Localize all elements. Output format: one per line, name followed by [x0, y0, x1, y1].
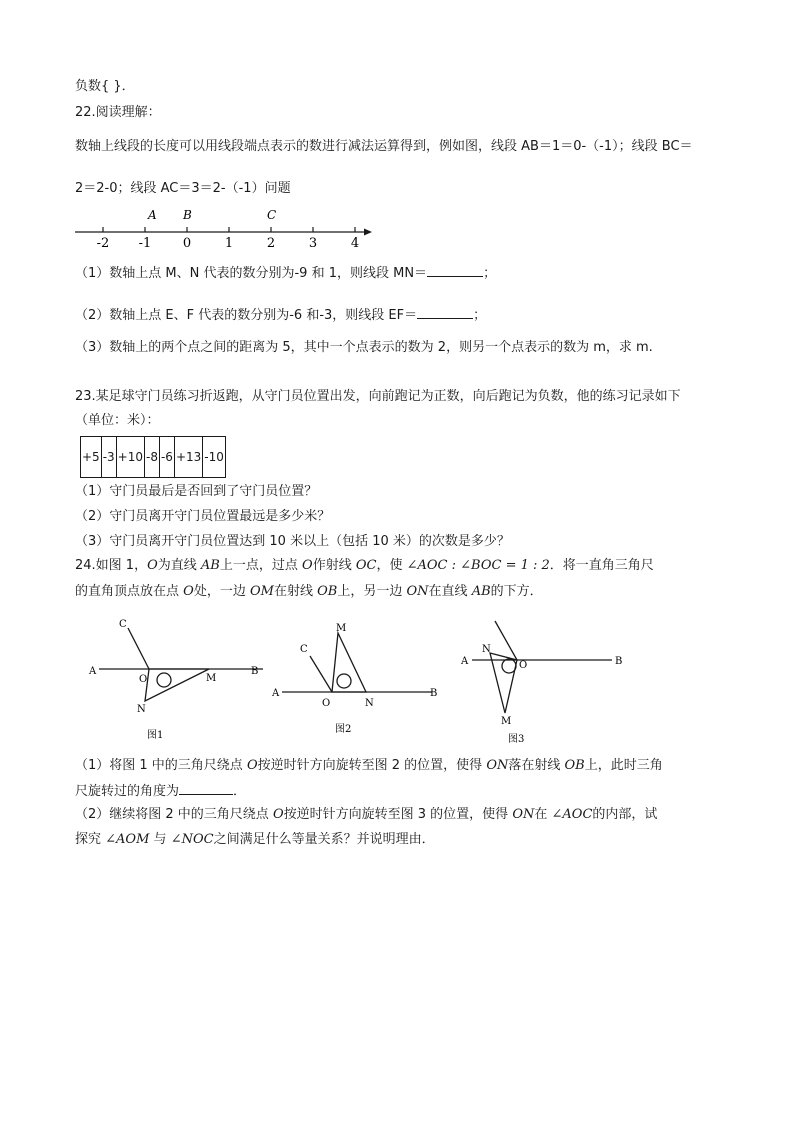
q24-part2-line1 [75, 805, 657, 825]
q22-part1 [75, 262, 496, 284]
q24-text: 的下方． [490, 584, 543, 599]
fig3-caption: 图3 [508, 734, 525, 745]
label-c: C [119, 619, 127, 630]
q23-intro-line1: 23.某足球守门员练习折返跑，从守门员位置出发，向前跑记为正数，向后跑记为负数，他的练习记录如下 [75, 389, 681, 404]
label-n: N [365, 698, 374, 709]
record-cell: -3 [101, 437, 116, 478]
q24-text: 的内部，试 [592, 807, 658, 822]
q24-text: 在射线 [273, 584, 313, 599]
q22-intro-line1: 数轴上线段的长度可以用线段端点表示的数进行减法运算得到，例如图，线段 AB＝1＝0-（-1）；线段 BC＝ [75, 139, 693, 154]
q24-math: ∠AOM [105, 832, 150, 847]
axis-tick-label: -1 [138, 236, 152, 251]
axis-tick-label: 1 [224, 236, 234, 251]
record-cell: +5 [81, 437, 102, 478]
axis-tick-label: 3 [308, 236, 318, 251]
q22-part2-end: ； [473, 308, 487, 323]
q24-math: OM [249, 584, 274, 599]
q24-text: 为直线 [157, 558, 197, 573]
number-line [70, 203, 380, 253]
label-o: O [322, 698, 331, 709]
axis-tick-label: 4 [350, 236, 360, 251]
label-a: A [272, 688, 280, 699]
q24-math: ON [406, 584, 429, 599]
q22-part1-text: （1）数轴上点 M、N 代表的数分别为-9 和 1，则线段 MN＝ [75, 266, 428, 281]
q24-angle-ratio: ∠AOC : ∠BOC = 1 : 2 [406, 558, 550, 573]
q24-math: O [246, 758, 258, 773]
fig2-caption: 图2 [335, 724, 352, 735]
q24-text: （2）继续将图 2 中的三角尺绕点 [75, 807, 269, 822]
label-n: N [137, 704, 146, 715]
q22-part1-end: ； [483, 266, 497, 281]
q24-text: 在直线 [428, 584, 468, 599]
q24-math: OC [355, 558, 377, 573]
answer-blank-angle[interactable] [179, 780, 233, 795]
q24-math: O [147, 558, 158, 573]
q24-text: 24.如图 1， [75, 558, 148, 573]
q24-math: ON [512, 807, 535, 822]
q24-text: ，使 [376, 558, 403, 573]
q24-text: （1）将图 1 中的三角尺绕点 [75, 758, 243, 773]
figure-3 [455, 615, 635, 750]
q22-part3: （3）数轴上的两个点之间的距离为 5，其中一个点表示的数为 2，则另一个点表示的数为 m，求 m. [75, 340, 653, 355]
q22-part2 [75, 304, 486, 326]
record-cell: -10 [203, 437, 226, 478]
label-b: B [251, 666, 259, 677]
q24-math: AB [471, 584, 491, 599]
answer-blank-ef[interactable] [417, 304, 473, 319]
q24-intro-line2 [75, 582, 543, 602]
axis-tick-label: 2 [266, 236, 276, 251]
q24-math: ∠AOC [551, 807, 593, 822]
q24-text: ． [233, 784, 247, 799]
label-o: O [519, 660, 528, 671]
q24-text: 上，此时三角 [584, 758, 663, 773]
q24-text: ．将一直角三角尺 [549, 558, 654, 573]
q24-math: OB [564, 758, 585, 773]
label-n: N [482, 644, 491, 655]
q24-text: 探究 [75, 832, 102, 847]
table-row [81, 437, 226, 478]
q24-text: 落在射线 [508, 758, 561, 773]
q24-intro-line1 [75, 556, 654, 576]
label-m: M [336, 623, 347, 634]
set-square-icon [145, 669, 209, 701]
q24-text: 作射线 [312, 558, 352, 573]
q24-math: O [302, 558, 313, 573]
q24-text: 上一点，过点 [219, 558, 298, 573]
q24-part2-line2 [75, 830, 435, 850]
q23-part1: （1）守门员最后是否回到了守门员位置？ [75, 484, 318, 499]
record-cell: -6 [159, 437, 174, 478]
point-label-c: C [267, 208, 277, 222]
label-c: C [300, 644, 308, 655]
q24-text: 在 [534, 807, 548, 822]
q24-text: 之间满足什么等量关系？并说明理由． [213, 832, 435, 847]
q22-intro-line2: 2＝2-0；线段 AC＝3＝2-（-1）问题 [75, 181, 291, 196]
record-cell: +10 [116, 437, 144, 478]
fig1-caption: 图1 [147, 730, 164, 741]
figure-1 [85, 612, 270, 747]
q24-math: ON [486, 758, 509, 773]
figure-2 [268, 615, 448, 740]
q24-part1-line2 [75, 780, 246, 802]
q24-math: O [183, 584, 194, 599]
label-m: M [501, 716, 512, 727]
label-o: O [139, 674, 148, 685]
axis-tick-label: -2 [96, 236, 110, 251]
q24-text: 按逆时针方向旋转至图 2 的位置，使得 [257, 758, 483, 773]
q22-title: 22.阅读理解： [75, 105, 161, 120]
point-label-b: B [183, 208, 192, 222]
q23-intro-line2: （单位：米）： [75, 413, 160, 428]
axis-tick-label: 0 [182, 236, 192, 251]
q24-text: 处，一边 [193, 584, 246, 599]
record-cell: -8 [145, 437, 160, 478]
label-b: B [430, 688, 438, 699]
q23-part2: （2）守门员离开守门员位置最远是多少米？ [75, 509, 331, 524]
q22-part2-text: （2）数轴上点 E、F 代表的数分别为-6 和-3，则线段 EF＝ [75, 308, 418, 323]
label-a: A [89, 666, 97, 677]
axis-arrow-icon [364, 229, 372, 236]
label-b: B [615, 656, 623, 667]
q24-text: 按逆时针方向旋转至图 3 的位置，使得 [283, 807, 509, 822]
q24-text: 与 [153, 832, 167, 847]
q23-part3: （3）守门员离开守门员位置达到 10 米以上（包括 10 米）的次数是多少？ [75, 534, 510, 549]
record-cell: +13 [174, 437, 202, 478]
q24-math: OB [317, 584, 338, 599]
q24-text: 尺旋转过的角度为 [75, 784, 180, 799]
practice-record-table [80, 436, 226, 478]
top-fragment: 负数{ }． [75, 79, 135, 94]
q24-text: 上，另一边 [337, 584, 403, 599]
point-label-a: A [148, 208, 157, 222]
label-a: A [461, 656, 469, 667]
q24-part1-line1 [75, 756, 663, 776]
q24-math: AB [200, 558, 220, 573]
q24-text: 的直角顶点放在点 [75, 584, 180, 599]
label-m: M [206, 673, 217, 684]
answer-blank-mn[interactable] [427, 262, 483, 277]
q24-math: ∠NOC [170, 832, 214, 847]
q24-math: O [272, 807, 284, 822]
